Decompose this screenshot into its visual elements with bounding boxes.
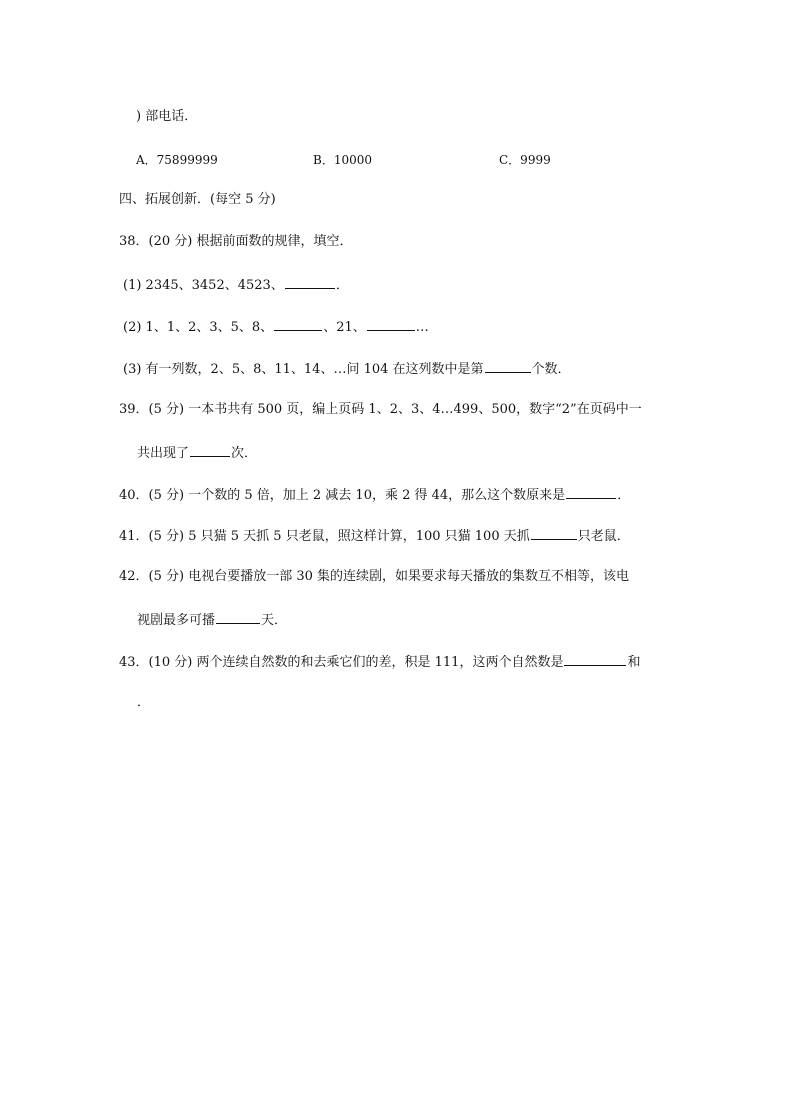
question-text: 40．(5 分) 一个数的 5 倍，加上 2 减去 10，乘 2 得 44，那么这个数原来是 (119, 488, 566, 503)
option-c: C．9999 (499, 153, 551, 167)
question-text: (1) 2345、3452、4523、 (123, 278, 284, 293)
question-text: 天． (261, 613, 288, 628)
question-text: 只老鼠． (577, 529, 630, 544)
question-text: 次． (231, 446, 258, 461)
answer-blank (285, 275, 335, 289)
question-text: 43．(10 分) 两个连续自然数的和去乘它们的差，积是 111，这两个自然数是 (119, 655, 564, 670)
question-42-cont (137, 610, 287, 630)
question-text: 、21、 (323, 320, 366, 335)
question-text: 和 (627, 655, 641, 670)
option-b: B．10000 (313, 153, 372, 167)
answer-blank (216, 610, 260, 624)
question-text: 视剧最多可播 (137, 613, 216, 628)
question-40 (119, 485, 630, 505)
answer-blank (531, 526, 577, 540)
question-39: 39．(5 分) 一本书共有 500 页，编上页码 1、2、3、4…499、500，数字“2”在页码中一 (119, 402, 642, 417)
question-43-cont: ． (137, 695, 151, 710)
question-text: ． (617, 488, 631, 503)
question-text: 41．(5 分) 5 只猫 5 天抓 5 只老鼠，照这样计算，100 只猫 100 天抓 (119, 529, 530, 544)
question-39-cont (137, 443, 257, 463)
answer-blank (566, 485, 616, 499)
section-title: 四、拓展创新．(每空 5 分) (119, 192, 276, 207)
question-42: 42．(5 分) 电视台要播放一部 30 集的连续剧，如果要求每天播放的集数互不相等，该电 (119, 569, 630, 584)
question-41 (119, 526, 630, 546)
answer-blank (274, 317, 322, 331)
answer-blank (190, 443, 230, 457)
question-text: (2) 1、1、2、3、5、8、 (123, 320, 274, 335)
option-a: A．75899999 (136, 153, 218, 167)
question-text: … (415, 320, 429, 335)
question-38: 38．(20 分) 根据前面数的规律，填空． (119, 234, 353, 249)
question-38-3 (123, 359, 571, 379)
question-text: 共出现了 (137, 446, 190, 461)
question-text: (3) 有一列数，2、5、8、11、14、…问 104 在这列数中是第 (123, 362, 484, 377)
question-38-2 (123, 317, 429, 337)
question-text: ． (335, 278, 349, 293)
answer-blank (367, 317, 415, 331)
question-tail: ) 部电话． (136, 109, 198, 124)
answer-blank (485, 359, 531, 373)
question-43 (119, 652, 640, 672)
question-text: 个数． (531, 362, 571, 377)
question-38-1 (123, 275, 349, 295)
answer-blank (564, 652, 626, 666)
